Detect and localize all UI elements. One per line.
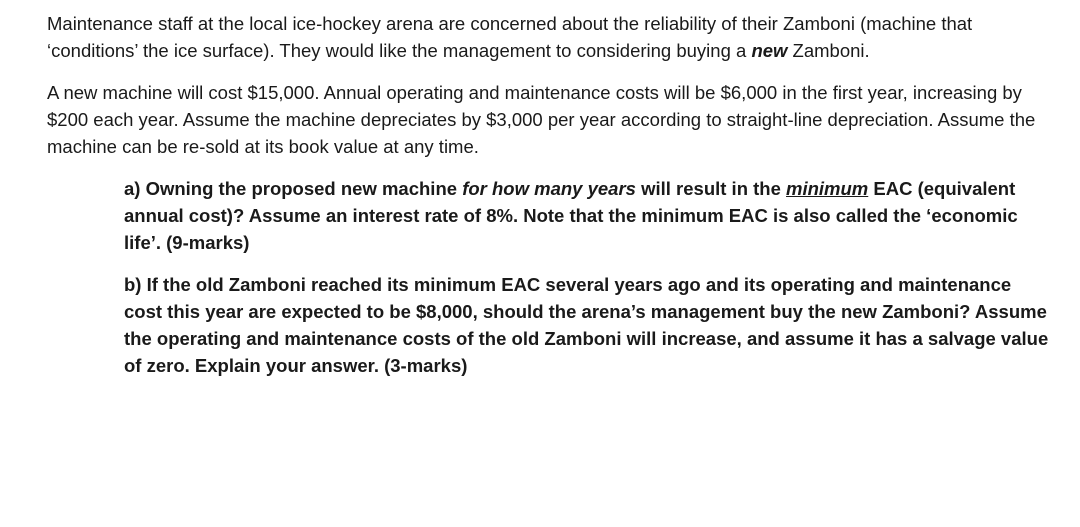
document-body: [47, 10, 1057, 379]
question-a: [124, 175, 1054, 256]
intro-text-end: Zamboni.: [787, 40, 870, 61]
question-a-italic: for how many years: [462, 178, 636, 199]
question-a-part1: a) Owning the proposed new machine: [124, 178, 463, 199]
intro-paragraph: [47, 10, 1057, 64]
question-a-part3: EAC (equivalent annual cost)? Assume an interest rate of 8%. Note that the minimum EAC is also called the ‘economic life’. (9-marks): [124, 178, 1018, 253]
intro-text-start: Maintenance staff at the local ice-hockey arena are concerned about the reliability of their Zamboni (machine that ‘conditions’ the ice surface). They would like the management to considering buying a: [47, 13, 973, 61]
question-b: b) If the old Zamboni reached its minimum EAC several years ago and its operating and maintenance cost this year are expected to be $8,000, should the arena’s management buy the new Zamboni? Assume the operating and maintenance costs of the old Zamboni will increase, and assume it has a salvage value of zero. Explain your answer. (3-marks): [124, 274, 1049, 376]
intro-emphasis: new: [751, 40, 788, 61]
question-a-part2: will result in the: [635, 178, 787, 199]
question-a-minimum: minimum: [786, 178, 869, 199]
details-paragraph: A new machine will cost $15,000. Annual operating and maintenance costs will be $6,000 in the first year, increasing by $200 each year. Assume the machine depreciates by $3,000 per year according to straight-line depreciation. Assume the machine can be re-sold at its book value at any time.: [47, 82, 1036, 157]
